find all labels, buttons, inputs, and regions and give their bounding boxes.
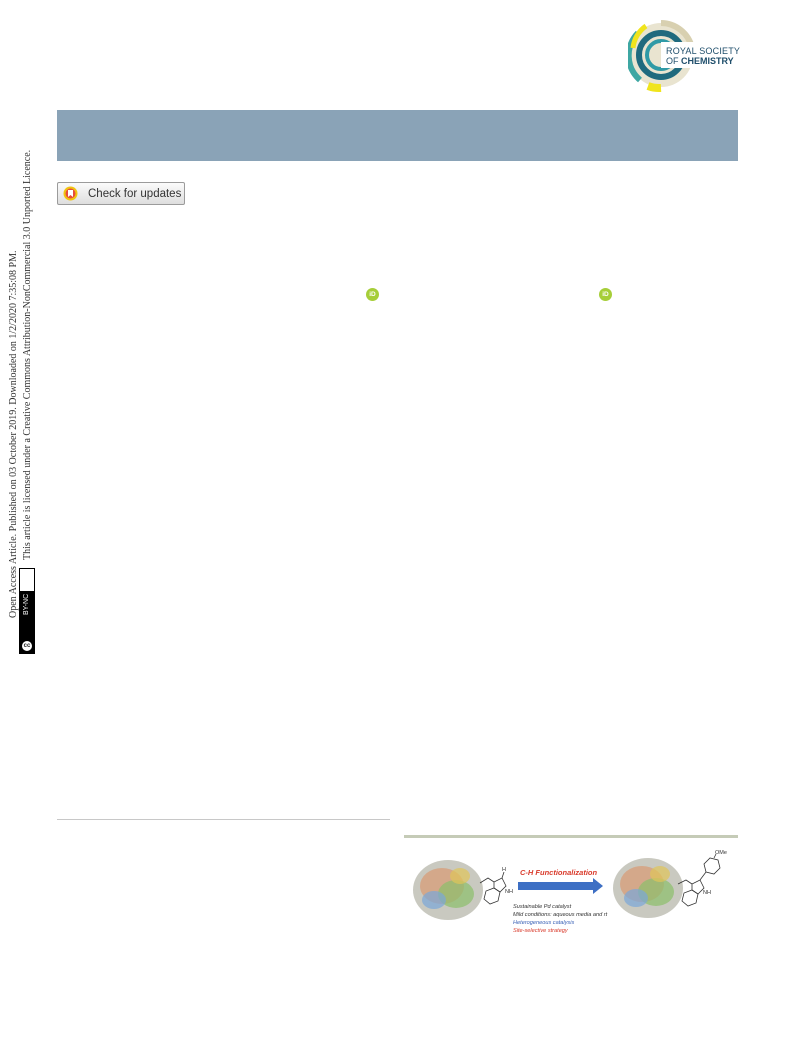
logo-line-1: ROYAL SOCIETY bbox=[666, 46, 741, 56]
check-for-updates-button[interactable] bbox=[57, 182, 185, 205]
cc-by-nc-badge[interactable] bbox=[19, 568, 35, 654]
hydrogen-label: H bbox=[502, 867, 506, 873]
nh-label-right: NH bbox=[703, 890, 711, 896]
orcid-label: iD bbox=[369, 291, 376, 298]
reaction-note: Mild conditions: aqueous media and rt bbox=[513, 912, 608, 918]
licence-notice[interactable]: This article is licensed under a Creative Commons Attribution-NonCommercial 3.0 Unported Licence. bbox=[22, 149, 33, 560]
cc-symbol: cc bbox=[23, 643, 31, 649]
nh-label-left: NH bbox=[505, 889, 513, 895]
crossmark-icon bbox=[63, 186, 78, 201]
cc-icon bbox=[21, 640, 33, 652]
check-for-updates-label: Check for updates bbox=[88, 187, 182, 200]
orcid-label: iD bbox=[602, 291, 609, 298]
methoxy-label: OMe bbox=[715, 850, 727, 856]
indole-structure-right bbox=[678, 854, 720, 906]
footnote-divider bbox=[57, 819, 390, 820]
reaction-title: C-H Functionalization bbox=[520, 868, 598, 877]
logo-line-2-bold: CHEMISTRY bbox=[681, 56, 734, 66]
cc-badge-text: BY-NC bbox=[23, 593, 30, 615]
cc-badge-top bbox=[20, 569, 34, 591]
rsc-logo-text bbox=[666, 46, 740, 66]
protein-structure-right bbox=[613, 858, 683, 918]
reaction-notes bbox=[513, 904, 608, 934]
reaction-arrow bbox=[518, 878, 603, 894]
logo-line-2 bbox=[666, 56, 740, 66]
protein-structure-left bbox=[413, 860, 483, 920]
orcid-icon[interactable] bbox=[599, 288, 612, 301]
article-type-band bbox=[57, 110, 738, 161]
orcid-icon[interactable] bbox=[366, 288, 379, 301]
graphical-abstract-divider bbox=[404, 835, 738, 838]
open-access-notice: Open Access Article. Published on 03 October 2019. Downloaded on 1/2/2020 7:35:08 PM. bbox=[8, 250, 19, 618]
graphical-abstract bbox=[410, 848, 735, 948]
reaction-note: Heterogeneous catalysis bbox=[513, 920, 575, 926]
logo-line-2-prefix: OF bbox=[666, 56, 681, 66]
reaction-note: Sustainable Pd catalyst bbox=[513, 904, 572, 910]
indole-structure-left bbox=[480, 872, 506, 904]
reaction-note: Site-selective strategy bbox=[513, 928, 568, 934]
